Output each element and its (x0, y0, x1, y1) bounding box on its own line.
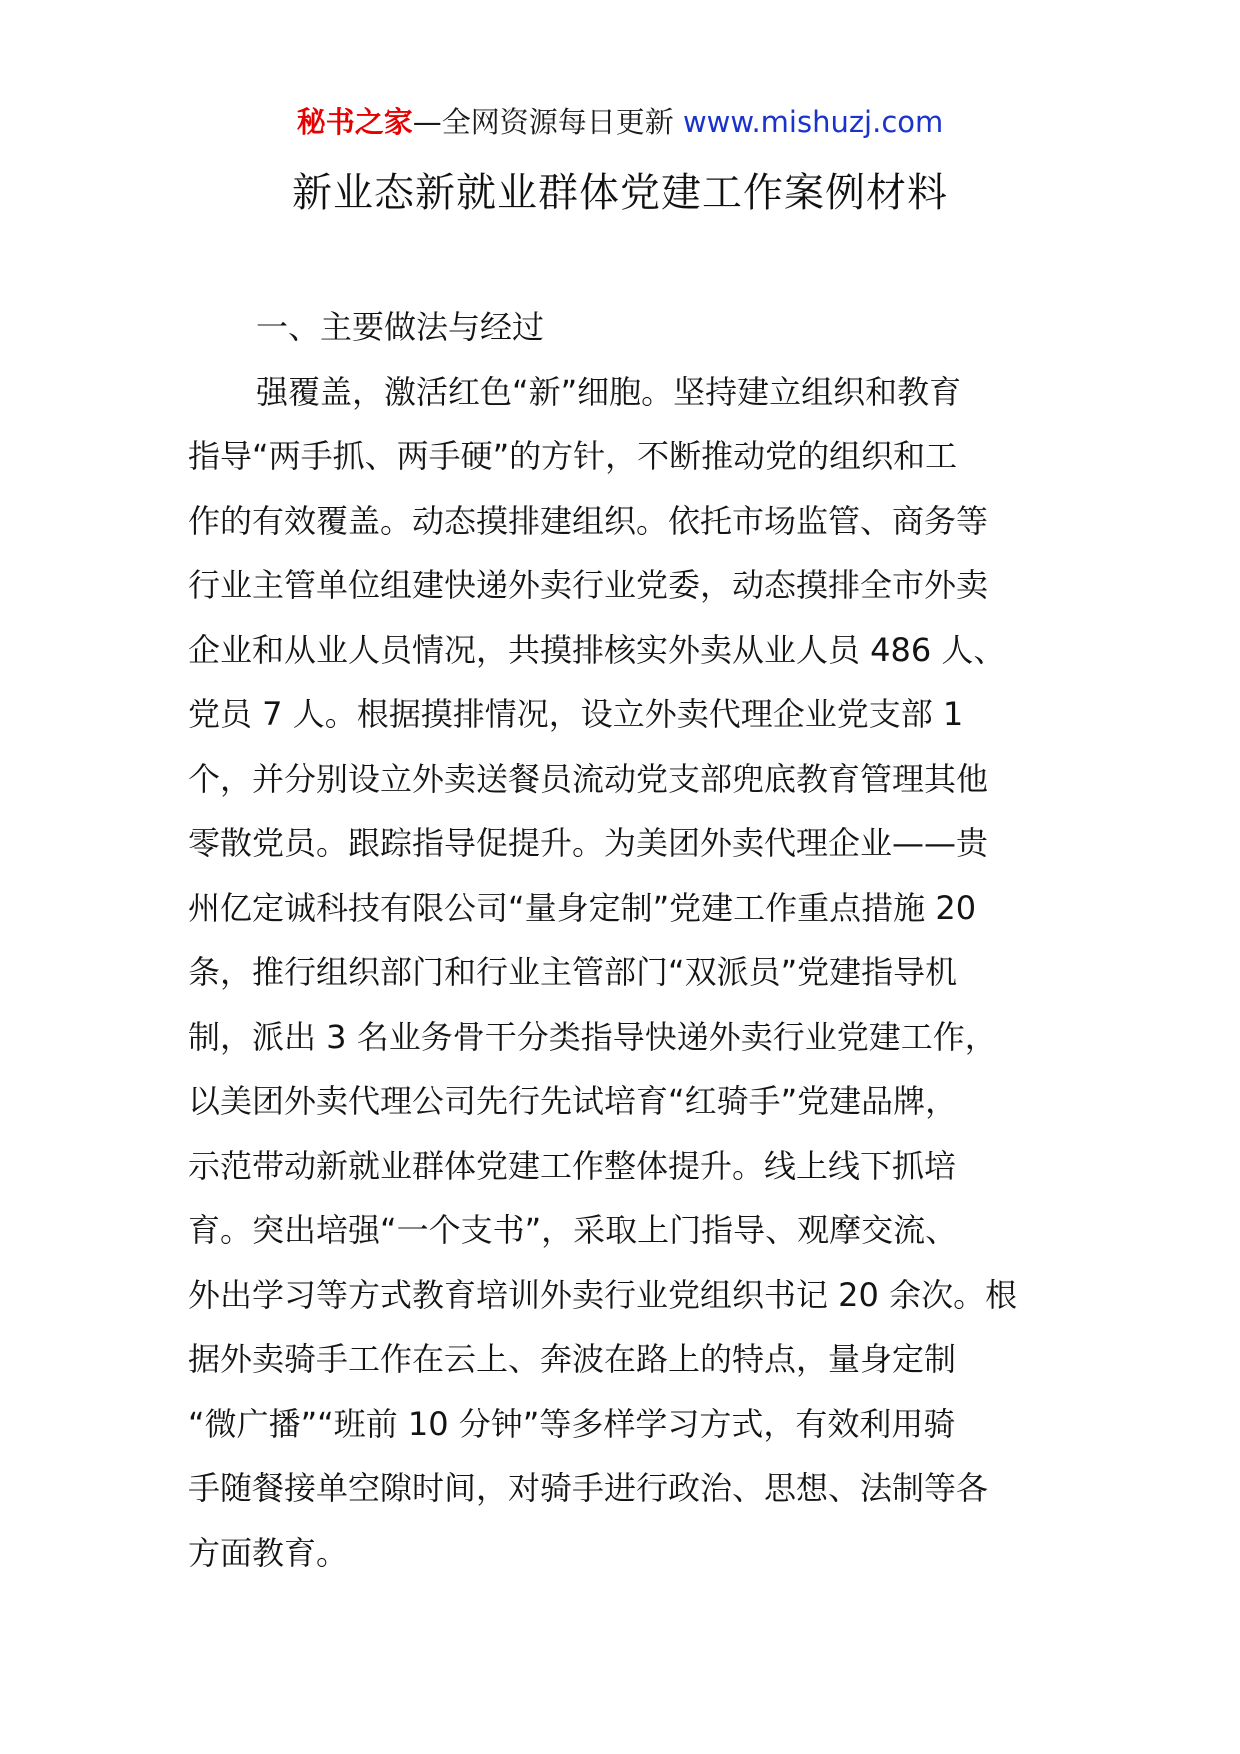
paragraph-line: 企业和从业人员情况，共摸排核实外卖从业人员 486 人、 (188, 630, 1006, 669)
paragraph-line: 指导“两手抓、两手硬”的方针，不断推动党的组织和工 (188, 437, 958, 475)
paragraph-line: 行业主管单位组建快递外卖行业党委，动态摸排全市外卖 (188, 566, 989, 604)
paragraph-line: 强覆盖，激活红色“新”细胞。坚持建立组织和教育 (256, 372, 962, 411)
paragraph-line: 育。突出培强“一个支书”，采取上门指导、观摩交流、 (188, 1211, 958, 1249)
paragraph-line: 制，派出 3 名业务骨干分类指导快递外卖行业党建工作， (188, 1017, 997, 1056)
section-heading: 一、主要做法与经过 (256, 308, 545, 346)
paragraph-line: 示范带动新就业群体党建工作整体提升。线上线下抓培 (188, 1146, 957, 1185)
paragraph-line: 手随餐接单空隙时间，对骑手进行政治、思想、法制等各 (188, 1469, 989, 1507)
paragraph-line: 作的有效覆盖。动态摸排建组织。依托市场监管、商务等 (188, 501, 989, 540)
paragraph-line: 方面教育。 (188, 1533, 349, 1572)
document-title: 新业态新就业群体党建工作案例材料 (292, 170, 948, 216)
paragraph-line: 党员 7 人。根据摸排情况，设立外卖代理企业党支部 1 (188, 695, 964, 733)
site-banner (0, 100, 1240, 144)
paragraph-line: 零散党员。跟踪指导促提升。为美团外卖代理企业——贵 (188, 824, 989, 862)
paragraph-line: “微广播”“班前 10 分钟”等多样学习方式，有效利用骑 (188, 1404, 956, 1443)
paragraph-line: 以美团外卖代理公司先行先试培育“红骑手”党建品牌， (188, 1082, 958, 1120)
paragraph-line: 外出学习等方式教育培训外卖行业党组织书记 20 余次。根 (188, 1275, 1018, 1314)
paragraph-line: 州亿定诚科技有限公司“量身定制”党建工作重点措施 20 (188, 888, 977, 927)
paragraph-line: 个，并分别设立外卖送餐员流动党支部兜底教育管理其他 (188, 759, 989, 798)
brand-name: 秘书之家 (296, 105, 413, 139)
paragraph-line: 据外卖骑手工作在云上、奔波在路上的特点，量身定制 (188, 1340, 957, 1378)
website-link[interactable]: www.mishuzj.com (682, 105, 944, 139)
banner-slogan: —全网资源每日更新 (412, 105, 683, 139)
paragraph-line: 条，推行组织部门和行业主管部门“双派员”党建指导机 (188, 953, 958, 991)
document-body (188, 295, 1063, 1585)
